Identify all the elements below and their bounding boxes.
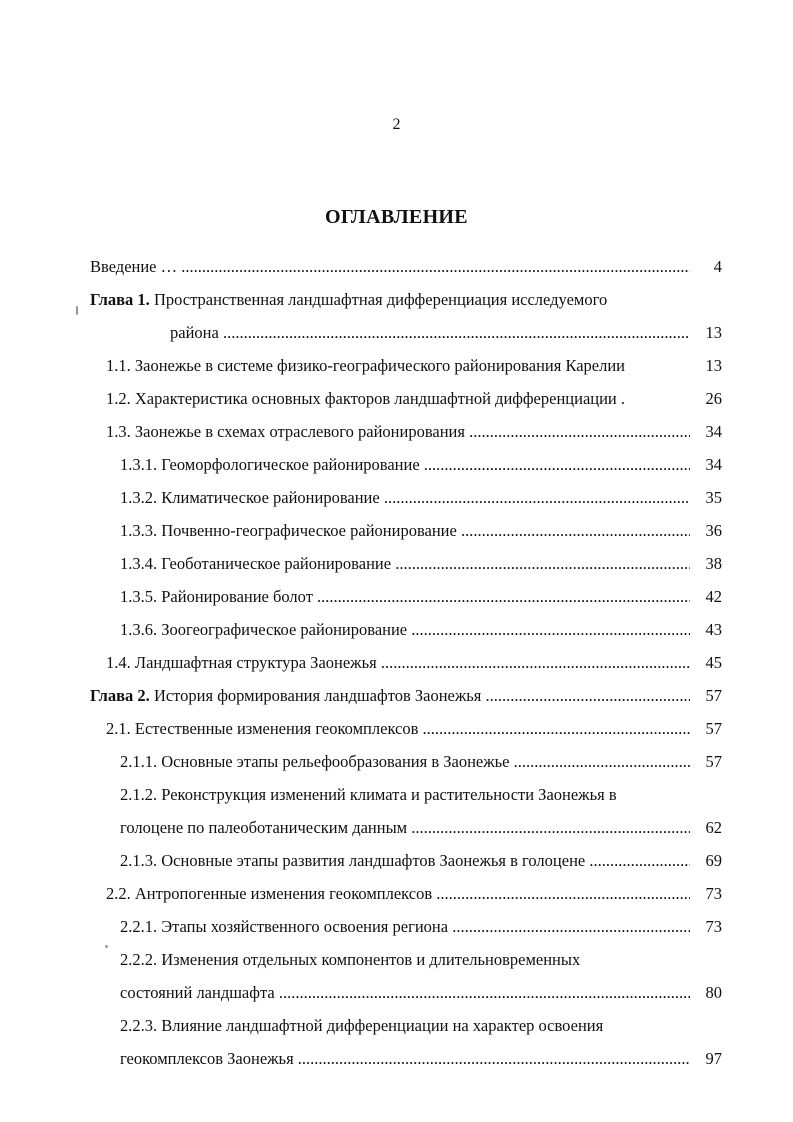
toc-entry-2-2-2: 2.2.2. Изменения отдельных компонентов и длительновременных — [120, 950, 581, 969]
toc-entry-2-2-3: 2.2.3. Влияние ландшафтной дифференциации на характер освоения — [120, 1016, 604, 1035]
page-number: 2 — [392, 116, 401, 133]
toc-entry-1-3-1: 1.3.1. Геоморфологическое районирование ..... 34 — [120, 449, 722, 481]
toc-entry-2-2: 2.2. Антропогенные изменения геокомплексов ..... 73 — [106, 878, 722, 910]
toc-entry-1-4: 1.4. Ландшафтная структура Заонежья ..... 45 — [106, 647, 722, 679]
toc-entry-2-1-2-cont: голоцене по палеоботаническим данным ..... 62 — [120, 812, 722, 844]
toc-entry-2-1-3: 2.1.3. Основные этапы развития ландшафтов Заонежья в голоцене ..... 69 — [120, 845, 722, 877]
toc-entry-2-2-3-cont: геокомплексов Заонежья ..... 97 — [120, 1043, 722, 1075]
toc-entry-2-1: 2.1. Естественные изменения геокомплексов ..... 57 — [106, 713, 722, 745]
toc-entry-1-3-6: 1.3.6. Зоогеографическое районирование ..... 43 — [120, 614, 722, 646]
toc-entry-1-3-3: 1.3.3. Почвенно-географическое районирование ..... 36 — [120, 515, 722, 547]
toc-entry-1-3-5: 1.3.5. Районирование болот ..... 42 — [120, 581, 722, 613]
toc-entry-chapter-1-cont: района ..... 13 — [170, 317, 722, 349]
toc-entry-2-1-1: 2.1.1. Основные этапы рельефообразования в Заонежье ..... 57 — [120, 746, 722, 778]
toc-entry-1-3: 1.3. Заонежье в схемах отраслевого районирования ..... 34 — [106, 416, 722, 448]
toc-entry-2-2-2-cont: состояний ландшафта ..... 80 — [120, 977, 722, 1009]
scan-mark — [105, 945, 108, 948]
toc-entry-2-2-1: 2.2.1. Этапы хозяйственного освоения региона ..... 73 — [120, 911, 722, 943]
toc-title: ОГЛАВЛЕНИЕ — [325, 206, 468, 228]
toc-entry-chapter-2: Глава 2. История формирования ландшафтов Заонежья ..... 57 — [90, 680, 722, 712]
toc-entry-1-3-2: 1.3.2. Климатическое районирование ..... 35 — [120, 482, 722, 514]
toc-entry-2-1-2: 2.1.2. Реконструкция изменений климата и растительности Заонежья в — [120, 785, 617, 804]
toc-entry-1-3-4: 1.3.4. Геоботаническое районирование ..... 38 — [120, 548, 722, 580]
toc-entry-1-1: 1.1. Заонежье в системе физико-географического районирования Карелии 13 — [106, 350, 722, 382]
scan-mark — [76, 306, 78, 315]
toc-entry-1-2: 1.2. Характеристика основных факторов ландшафтной дифференциации . 26 — [106, 383, 722, 415]
toc-entry-chapter-1: Глава 1. Пространственная ландшафтная дифференциация исследуемого — [90, 290, 608, 309]
toc-entry-introduction: Введение … ..... 4 — [90, 251, 722, 283]
